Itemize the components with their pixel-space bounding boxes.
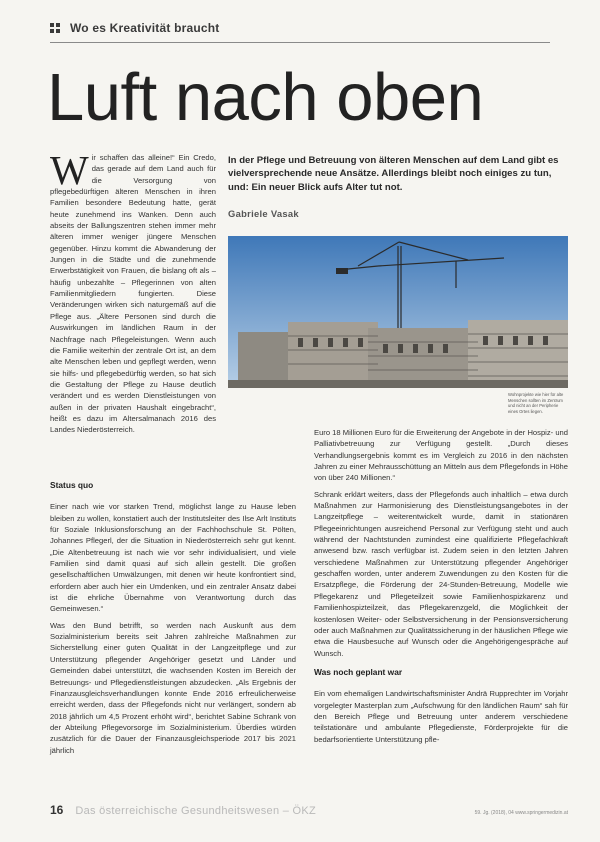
body-paragraph: Einer nach wie vor starken Trend, möglichst lange zu Hause leben bleiben zu wollen, konstatiert auch der Institutsleiter des Ilse Arlt Instituts für Soziale Inklusionsforschung an der Fachhochschule St. Pölten, Johannes Pflegerl, der die Situation in Niederösterreich sehr gut kennt. „Die Altenbetreuung ist nach wie vor sehr individualisiert, und viele Familien sind damit quasi auf sich allein gestellt. Die großen gesellschaftlichen Umwälzungen, mit denen wir heute konfrontiert sind, erfordern aber auch hier ein Umdenken, und ein zentraler Ansatz dabei ist die ehrliche Übernahme von Verantwortung durch das Gemeinwesen.“: [50, 502, 296, 614]
headline: Luft nach oben: [47, 60, 484, 135]
section-divider: [50, 42, 550, 43]
section-tag: [50, 20, 219, 36]
intro-text: ir schaffen das alleine!“ Ein Credo, das gerade auf dem Land auch für die Versorgung von pflegebedürftigen älteren Menschen in ihren Familien besondere Bedeutung hatte, gerät heute zunehmend ins Wanken. Denn auch abseits der Ballungszentren stehen immer mehr älteren immer weniger jüngere Menschen gegenüber. Hinzu kommt die Abwanderung der Jungen in die Städte und die zunehmende Erwerbstätigkeit von Frauen, die bislang oft als – häufig unbezahlte – Pflegerinnen von alten Familienmitgliedern fungierten. Diese Veränderungen wirken sich naturgemäß auf die Pflege aus. „Ältere Personen sind durch die Auswirkungen im ländlichen Raum in der Nachfrage nach Pflegeleistungen. Wenn auch die Familie weiterhin der zentrale Ort ist, an dem alte Menschen leben und gepflegt werden, wenn sie hilfs- und pflegebedürftig werden, so hat sich die Gestaltung der Pflege zu Hause deutlich verändert und es werden Dienstleistungen von außen in der privaten Haushalt eingebracht“, heißt es dazu im Altersalmanach 2016 des Landes Niederösterreich.: [50, 153, 216, 435]
section-label: Wo es Kreativität braucht: [70, 21, 220, 35]
author-byline: Gabriele Vasak: [228, 208, 299, 219]
construction-photo: [228, 236, 568, 388]
body-paragraph: Euro 18 Millionen Euro für die Erweiterung der Angebote in der Hospiz- und Palliativbetreuung zur Verfügung gestellt. „Durch dieses Verhandlungsergebnis kommt es im Vergleich zu 2016 in den nächsten Jahren zu einer Mehrausschüttung an Mitteln aus dem Pflegefonds in Höhe von über 240 Millionen.“: [314, 428, 568, 483]
four-dots-icon: [50, 23, 60, 33]
main-column-left: [50, 472, 296, 761]
subheading-status-quo: Status quo: [50, 480, 94, 490]
issue-meta: 59. Jg. (2018), 04 www.springermedizin.at: [474, 810, 568, 816]
lead-paragraph: In der Pflege und Betreuung von älteren Menschen auf dem Land gibt es vielversprechende neue Ansätze. Allerdings bleibt noch einiges zu tun, und: Ein neuer Blick aufs Alter tut not.: [228, 155, 559, 193]
subheading-planned: Was noch geplant war: [314, 666, 403, 677]
page-number: 16: [50, 803, 64, 817]
intro-paragraph: [50, 147, 216, 436]
page-footer: [50, 803, 568, 817]
main-column-right: [314, 427, 568, 750]
intro-column: [50, 147, 216, 436]
dropcap: W: [50, 147, 89, 193]
body-paragraph: Ein vom ehemaligen Landwirtschaftsminister Andrä Rupprechter im Vorjahr vorgelegter Masterplan zum „Aufschwung für den ländlichen Raum“ sah für den Bereich Pflege und Betreuung unter anderem verschiedene teilstationäre und ambulante Pflegedienste, Förderprojekte für die bedarfsorientierte Unterstützung pfle-: [314, 689, 568, 744]
body-paragraph: Was den Bund betrifft, so werden nach Auskunft aus dem Sozialministerium bereits seit Jahren zahlreiche Maßnahmen zur Sicherstellung einer guten Qualität in der Langzeitpflege und zur Unterstützung pflegender Angehöriger gesetzt und Länder und Gemeinden dabei unterstützt, die wachsenden Kosten im Bereich der Betreuungs- und Pflegedienstleistungen abzudecken. „Als Ergebnis der Finanzausgleichsverhandlungen konnte Ende 2016 erfreulicherweise erreicht werden, dass der Pflegefonds nicht nur verlängert, sondern ab 2018 jährlich um 4,5 Prozent erhöht wird“, berichtet Sabine Schrank von der Abteilung Pflegevorsorge im Sozialministerium. Überdies würden zusätzlich für die Dauer der Finanzausgleichsperiode 2017 bis 2021 jährlich: [50, 620, 296, 755]
body-paragraph: Schrank erklärt weiters, dass der Pflegefonds auch inhaltlich – etwa durch Maßnahmen zur Harmonisierung des Dienstleistungsangebotes in der Langzeitpflege – weiterentwickelt wurde, damit in stationären Pflegeeinrichtungen ausreichend Personal zur Verfügung steht und auch während der Nachtstunden zumindest eine qualifizierte Pflegefachkraft anwesend bzw. rasch verfügbar ist. Zudem seien in den letzten Jahren verschiedene Maßnahmen zur Unterstützung pflegender Angehöriger geschaffen worden, unter anderem Zuwendungen zu den Kosten für die Ersatzpflege, die Förderung der 24-Stunden-Betreuung, Modelle wie Pflegekarenz und Pflegeteilzeit sowie Familienhospizkarenz und Familienhospizteilzeit, das Pflegekarenzgeld, die Möglichkeit der kostenlosen Weiter- oder Selbstversicherung in der Pensionsversicherung oder auch Maßnahmen zur Qualitätssicherung in der häuslichen Pflege wie etwa die Hausbesuche auf Wunsch oder die Angehörigengespräche auf Wunsch.: [314, 489, 568, 658]
photo-caption: Wohnprojekte wie hier für alte Menschen sollten im Zentrum und nicht an der Peripherie eines Ortes liegen.: [508, 392, 564, 414]
magazine-name: Das österreichische Gesundheitswesen – ÖKZ: [75, 805, 317, 817]
